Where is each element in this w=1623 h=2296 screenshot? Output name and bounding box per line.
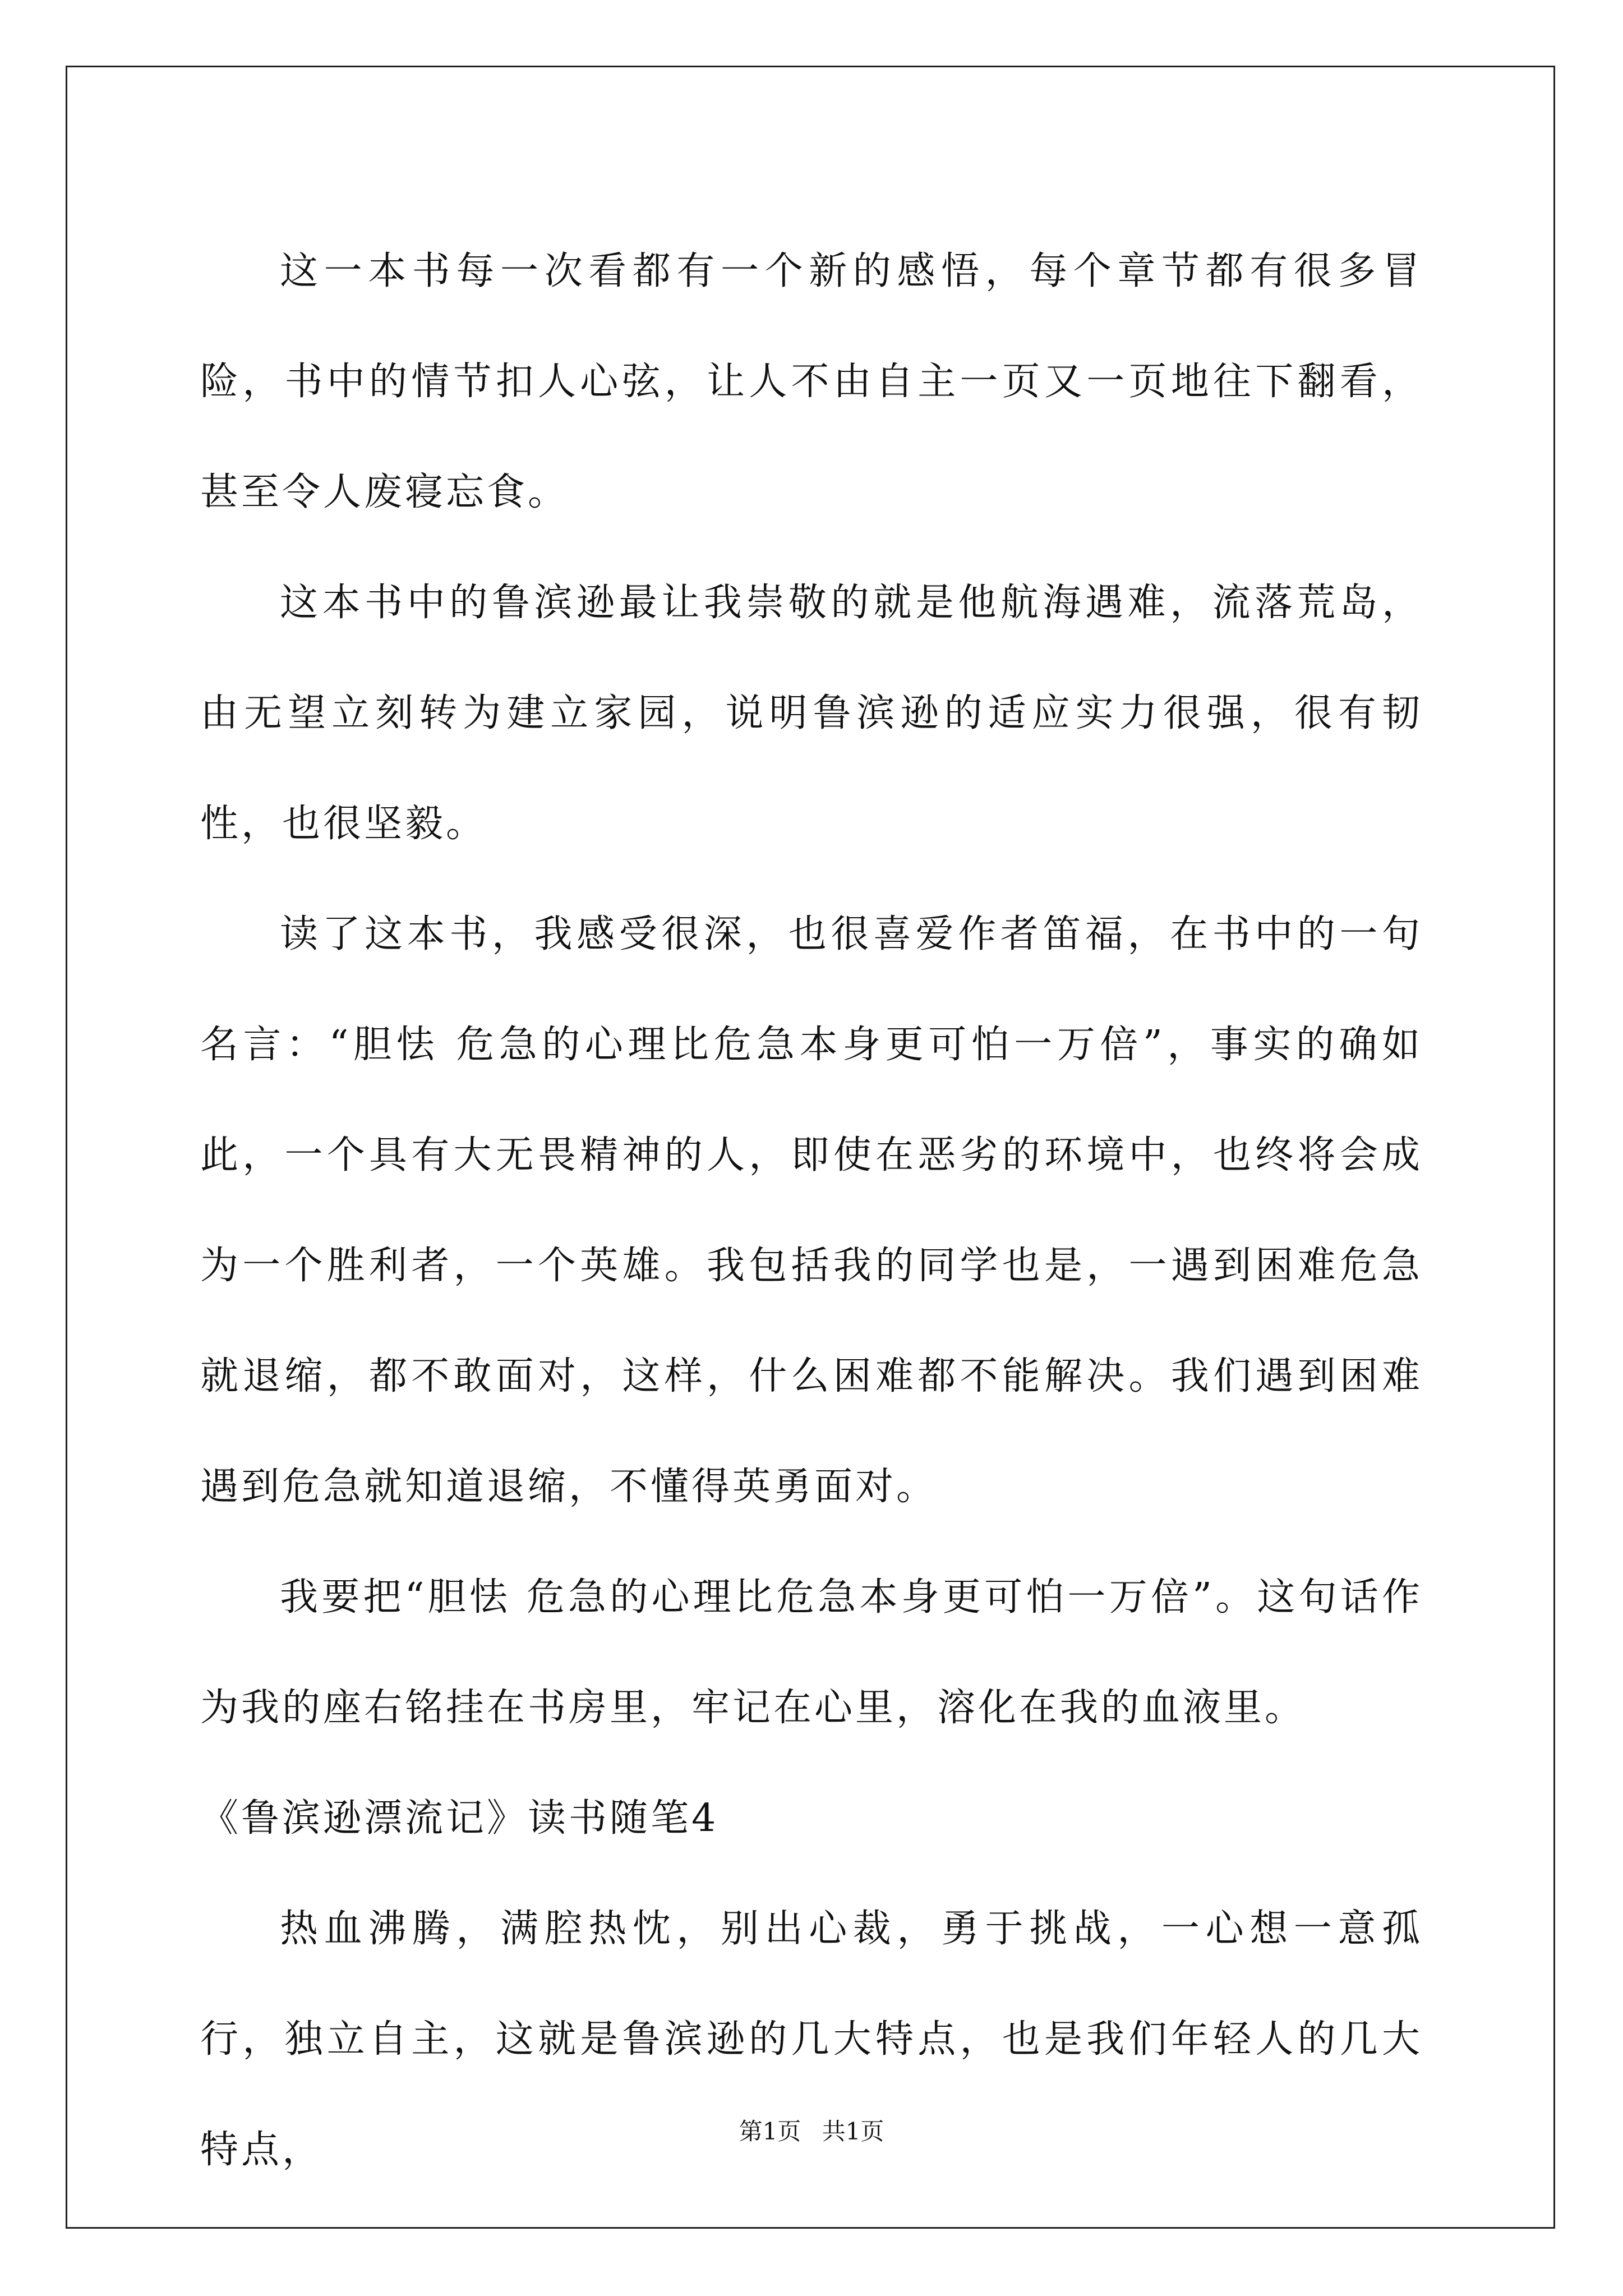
paragraph: 这本书中的鲁滨逊最让我崇敬的就是他航海遇难，流落荒岛，由无望立刻转为建立家园，说明鲁滨逊的适应实力很强，很有韧性，也很坚毅。: [200, 581, 1423, 846]
page-footer: [0, 2115, 1623, 2148]
paragraph: 热血沸腾，满腔热忱，别出心裁，勇于挑战，一心想一意孤行，独立自主，这就是鲁滨逊的几大特点，也是我们年轻人的几大特点，: [200, 1907, 1423, 2172]
paragraph: 这一本书每一次看都有一个新的感悟，每个章节都有很多冒险，书中的情节扣人心弦，让人不由自主一页又一页地往下翻看，甚至令人废寝忘食。: [200, 249, 1423, 514]
document-body: [200, 216, 1423, 2205]
section-heading: 《鲁滨逊漂流记》读书随笔4: [200, 1796, 719, 1841]
paragraph: 我要把“胆怯 危急的心理比危急本身更可怕一万倍”。这句话作为我的座右铭挂在书房里，牢记在心里，溶化在我的血液里。: [200, 1575, 1423, 1730]
page-total: 共1页: [822, 2118, 884, 2145]
paragraph: 读了这本书，我感受很深，也很喜爱作者笛福，在书中的一句名言：“胆怯 危急的心理比危急本身更可怕一万倍”，事实的确如此，一个具有大无畏精神的人，即使在恶劣的环境中，也终将会成为一个胜利者，一个英雄。我包括我的同学也是，一遇到困难危急就退缩，都不敢面对，这样，什么困难都不能解决。我们遇到困难遇到危急就知道退缩，不懂得英勇面对。: [200, 912, 1423, 1509]
page-number: 第1页: [739, 2118, 801, 2145]
